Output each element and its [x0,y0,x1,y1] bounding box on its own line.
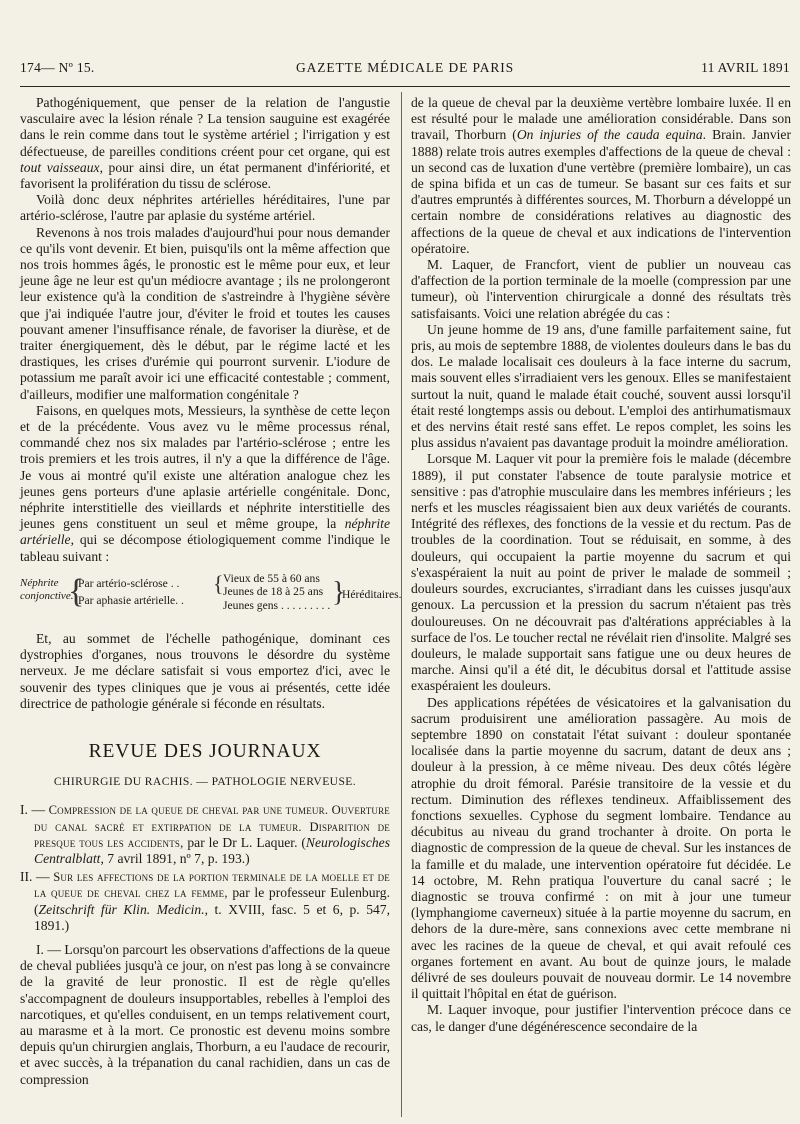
page-number: 174— Nº 15. [20,60,95,75]
left-column [20,95,402,1115]
newspaper-page [14,0,790,1124]
section-subtitle: CHIRURGIE DU RACHIS. — PATHOLOGIE NERVEUSE. [53,775,357,789]
paragraph: I. — Lorsqu'on parcourt les observations d'affections de la queue de cheval publiées jusqu'à ce jour, on n'est pas long à se convaincre de la gravité de leur pronostic. Il est de règle qu'elles s'accompagnent de douleurs insupportables, rebelles à l'emploi des narcotiques, et qu'elles conduisent, en un temps relativement court, au marasme et à la mort. Ce pronostic est devenu moins sombre depuis qu'un chirurgien anglais, Thorburn, a eu l'audace de recourir, et avec succès, à la trépanation du canal rachidien, dans un cas de compression [20,941,390,1087]
right-column [411,95,791,1115]
reference-item: II. — Sur les affections de la portion terminale de la moelle et de la queue de cheval chez la femme, par le professeur Eulenburg. (Zeitschrift für Klin. Medicin., t. XVIII, fasc. 5 et 6, p. 547, 1891.) [20,869,391,933]
table-label: Néphrite conjonctive. [20,576,74,602]
column-divider [401,92,402,1117]
references [20,802,390,934]
journal-title: GAZETTE MÉDICALE DE PARIS [295,60,515,75]
table-cell: Jeunes gens . . . . . . . . . [223,598,331,612]
paragraph: Un jeune homme de 19 ans, d'une famille parfaitement saine, fut pris, au mois de septembre 1888, de violentes douleurs dans le bas du dos. Le malade localisait ces douleurs à la face interne du sacrum, mais souvent elles s'irradiaient vers les genoux. Elles se manifestaient surtout la nuit, quand le malade était couché, souvent aussi lorsqu'il était resté longtemps assis ou debout. L'emploi des antirhumatismaux et des nervins était resté sans effet. Le repos complet, les soins les plus assidus n'avaient pas davantage produit la moindre amélioration. [411,321,791,451]
paragraph: M. Laquer invoque, pour justifier l'intervention précoce dans ce cas, le danger d'une dégénérescence secondaire de la [411,1002,791,1034]
section-title: REVUE DES JOURNAUX [88,740,322,762]
paragraph: Lorsque M. Laquer vit pour la première fois le malade (décembre 1889), il put constater l'absence de toute paralysie motrice et sensitive : pas d'atrophie musculaire dans les membres inférieurs ; les nerfs et les muscles réagissaient bien aux deux variétés de courants. Intégrité des réflexes, des fonctions de la vessie et du rectum. Pas de troubles de la coordination. Tout se réduisait, en somme, à des douleurs, qui occupaient la partie moyenne du sacrum et qui s'exaspéraient la nuit au point de priver le malade de sommeil ; douleurs sourdes, excruciantes, s'irradiant dans les cuisses jusqu'aux genoux. La percussion et la pression du sacrum n'étaient pas très douloureuses. On ne découvrait pas d'altérations appréciables à la surface de l'os. Le toucher rectal ne révélait rien d'insolite. Malgré ses douleurs, le malade supportait sans fatigue une ou deux heures de marche. Ainsi qu'il a été dit, le décubitus dorsal et l'attitude assise exaspéraient les douleurs. [411,451,791,694]
reference-item: I. — Compression de la queue de cheval par une tumeur. Ouverture du canal sacré et extirpation de la tumeur. Disparition de presque tous les accidents, par le Dr L. Laquer. (Neurologisches Centralblatt, 7 avril 1891, nº 7, p. 193.) [20,802,390,866]
paragraph: Revenons à nos trois malades d'aujourd'hui pour nous demander ce qu'ils vont devenir. Et bien, puisqu'ils ont la même affection que nos trois hommes âgés, le pronostic est le même pour eux, et leur jeune âge ne leur est qu'un médiocre avantage ; ils ne prolongeront leur existence qu'à la condition de s'astreindre à l'hygiène sévère que j'ai indiquée l'autre jour, d'éviter le froid et toutes les causes pouvant amener l'insuffisance rénale, de favoriser la diurèse, et de traiter énergiquement, dès le début, par le régime lacté et les drastiques, les crises d'urémie qui pourront survenir. L'iodure de potassium me paraît avoir ici une efficacité contestable ; comment, d'ailleurs, modifier une malformation congénitale ? [20,224,390,402]
paragraph: Voilà donc deux néphrites artérielles héréditaires, l'une par artério-sclérose, l'autre par aplasie du systéme artériel. [20,192,390,224]
running-header [20,60,790,82]
paragraph: Des applications répétées de vésicatoires et la galvanisation du sacrum produisirent une amélioration passagère. Au mois de septembre 1890 on constatait l'état suivant : douleur spontanée localisée dans la partie moyenne du sacrum, datant de deux ans ; douleur à la pression, à ce même niveau. Des deux côtés légère atrophie du droit fémoral. Parésie transitoire de la vessie et du rectum. Diminution des réflexes tendineux. Affaiblissement des fonctions sexuelles. Cyphose du segment lombaire. Tendance au décubitus au niveau du grand trochanter à droite. On porta le diagnostic de compression de la queue de cheval. Sur les instances de la famille et du malade, une intervention opératoire fut décidée. Le 14 octobre, M. Rehn pratiqua l'ouverture du canal sacré ; le diagnostic se trouva confirmé : on mit à jour une tumeur (lymphangiome caverneux) située à la partie moyenne du sacrum, en dehors de la dure-mère, sans connexions avec cette membrane ni avec les racines de la queue de cheval, et qui avait refoulé ces organes fortement en avant. Au bout de quinze jours, le malade délivré de ses douleurs pouvait de nouveau dormir. Le 14 novembre il quittait l'hôpital en état de guérison. [411,694,791,1002]
table-row: Par artério-sclérose . . [78,576,180,590]
brace-icon: { [213,570,224,596]
issue-date: 11 AVRIL 1891 [701,60,790,75]
paragraph: M. Laquer, de Francfort, vient de publier un nouveau cas d'affection de la portion terminale de la moelle (compression par une tumeur), où l'intervention chirurgicale a donné des résultats très satisfaisants. Voici une relation abrégée du cas : [411,257,791,321]
table-cell: Héréditaires. [342,587,402,601]
etiology-table [20,570,402,619]
table-row: Par aphasie artérielle. . [78,593,184,607]
brace-icon: { [68,572,85,610]
paragraph: Pathogéniquement, que penser de la relation de l'angustie vasculaire avec la lésion rénale ? La tension sauguine est exagérée dans le rein comme dans tout le système artériel ; l'irrigation y est défectueuse, de pareilles conditions créent pour cet organe, qui est tout vaisseaux, pour ainsi dire, un état permanent d'infériorité, et favorisent la prolifération du tissu de sclérose. [20,95,390,192]
paragraph: Faisons, en quelques mots, Messieurs, la synthèse de cette leçon et de la précédente. Vous avez vu le même processus rénal, commandé chez nos six malades par l'artério-sclérose ; entre les trois premiers et les trois autres, il n'y a que la différence de l'âge. Je vous ai montré qu'il existe une altération analogue chez les jeunes gens porteurs d'une aplasie artérielle congénitale. Donc, néphrite interstitielle des vieillards et néphrite interstitielle des jeunes gens constituent un seul et même groupe, la néphrite artérielle, qui se décompose étiologiquement comme l'indique le tableau suivant : [20,402,390,564]
table-cell: Jeunes de 18 à 25 ans [223,584,324,598]
table-cell: Vieux de 55 à 60 ans [223,571,320,585]
header-rule [20,86,790,87]
paragraph: de la queue de cheval par la deuxième vertèbre lombaire luxée. Il en est résulté pour le malade une amélioration considérable. Dans son travail, Thorburn (On injuries of the cauda equina. Brain. Janvier 1888) relate trois autres exemples d'affections de la queue de cheval : un second cas de luxation d'une vertèbre (première lombaire), un cas de spina bifida et un cas de tumeur. Se basant sur ces faits et sur d'autres empruntés à différentes sources, M. Thorburn a développé un certain nombre de considérations relatives au diagnostic des affections de la queue de cheval et aux indications de l'intervention opératoire. [411,95,791,256]
brace-icon: } [332,576,346,608]
paragraph: Et, au sommet de l'échelle pathogénique, dominant ces dystrophies d'organes, nous trouvons le désordre du système nerveux. Je me déclare satisfait si vous emportez d'ici, avec le souvenir des types cliniques que je vous ai présentés, cette idée directrice de pathologie générale si féconde en résultats. [20,630,390,711]
